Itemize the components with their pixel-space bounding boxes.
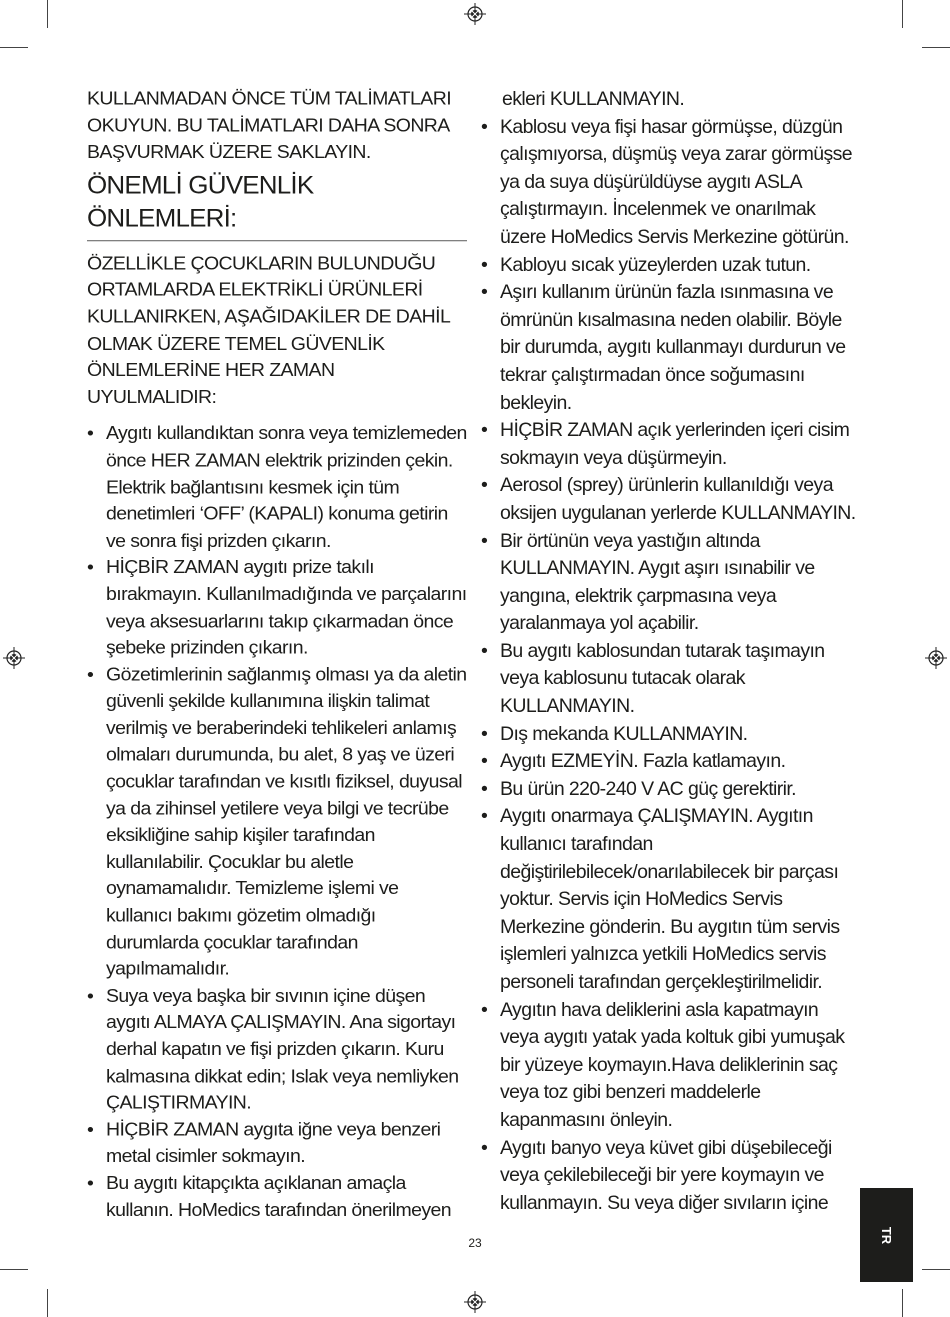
bullet-icon: • [481,529,488,552]
list-item-text: Aygıtı onarmaya ÇALIŞMAYIN. Aygıtın kullanıcı tarafından değiştirilebilecek/onarılabilecek bir parçası yoktur. Servis için HoMedics Servis Merkezine gönderin. Bu aygıtın tüm servis işlemleri yalnızca yetkili HoMedics servis personeli tarafından gerçekleştirilmelidir. [500,805,840,993]
bullet-icon: • [87,663,94,686]
list-item-text: Gözetimlerinin sağlanmış olması ya da aletin güvenli şekilde kullanımına ilişkin talimat verilmiş ve beraberindeki tehlikeleri anlamış olmaları durumunda, bu alet, 8 yaş ve üzeri çocuklar tarafından ve kısıtlı fiziksel, duyusal ya da zihinsel yetilere veya bilgi ve tecrübe eksikliğine sahip kişiler tarafından kullanılabilir. Çocuklar bu aletle oynamamalıdır. Temizleme işlemi ve kullanıcı bakımı gözetim olmadığı durumlarda çocuklar tarafından yapılmamalıdır. [106,663,467,980]
crop-mark-icon [922,47,950,48]
bullet-icon: • [481,281,488,304]
bullet-icon: • [481,115,488,138]
registration-mark-icon [464,3,486,25]
bullet-icon: • [87,1172,94,1194]
safety-list-right [481,114,861,1218]
list-item-text: Kabloyu sıcak yüzeylerden uzak tutun. [500,253,811,276]
bullet-icon: • [87,422,94,445]
list-item-text: Bu ürün 220-240 V AC güç gerektirir. [500,777,796,800]
list-item [87,662,467,983]
crop-mark-icon [0,47,28,48]
list-item [87,983,467,1117]
list-item [481,472,861,527]
bullet-icon: • [481,805,488,828]
bullet-icon: • [481,419,488,442]
list-item [481,1135,861,1218]
bullet-icon: • [87,1119,94,1141]
list-item [481,803,861,996]
list-item-text: HİÇBİR ZAMAN açık yerlerinden içeri cisim sokmayın veya düşürmeyin. [500,419,850,469]
list-item [87,555,467,662]
language-tab-label: TR [879,1226,894,1244]
list-item [87,421,467,555]
crop-mark-icon [902,1289,903,1317]
page-title: ÖNEMLİ GÜVENLİK ÖNLEMLERİ: [87,168,467,241]
list-item [481,997,861,1135]
list-item [481,114,861,252]
list-item [481,776,861,804]
continuation-text: ekleri KULLANMAYIN. [502,88,685,110]
crop-mark-icon [902,0,903,28]
list-item [481,528,861,638]
crop-mark-icon [922,1269,950,1270]
list-item-text: Dış mekanda KULLANMAYIN. [500,722,748,745]
crop-mark-icon [47,1289,48,1317]
safety-intro-text: ÖZELLİKLE ÇOCUKLARIN BULUNDUĞU ORTAMLARDA ELEKTRİKLİ ÜRÜNLERİ KULLANIRKEN, AŞAĞIDAKİLER DE DAHİL OLMAK ÜZERE TEMEL GÜVENLİK ÖNLEMLERİNE HER ZAMAN UYULMALIDIR: [87,252,450,408]
list-item [87,1117,467,1171]
list-item-text: Aygıtı banyo veya küvet gibi düşebileceği veya çekilebileceği bir yere koymayın ve kullanmayın. Su veya diğer sıvıların içine [500,1136,832,1214]
registration-mark-icon [464,1291,486,1313]
intro-text: KULLANMADAN ÖNCE TÜM TALİMATLARI OKUYUN. BU TALİMATLARI DAHA SONRA BAŞVURMAK ÜZERE SAKLAYIN. [87,87,452,163]
list-item-text: Suya veya başka bir sıvının içine düşen aygıtı ALMAYA ÇALIŞMAYIN. Ana sigortayı derhal kapatın ve fişi prizden çıkarın. Kuru kalmasına dikkat edin; Islak veya nemliyken ÇALIŞTIRMAYIN. [106,985,459,1114]
bullet-icon: • [481,639,488,662]
registration-mark-icon [925,647,947,669]
list-item-text: Aygıtı kullandıktan sonra veya temizlemeden önce HER ZAMAN elektrik prizinden çekin. Elektrik bağlantısını kesmek için tüm denetimleri ‘OFF’ (KAPALI) konuma getirin ve sonra fişi prizden çıkarın. [106,422,467,552]
bullet-icon: • [481,253,488,276]
crop-mark-icon [47,0,48,28]
safety-list-left [87,421,467,1224]
registration-mark-icon [3,647,25,669]
left-column [87,86,467,1224]
bullet-icon: • [481,722,488,745]
list-item-text: Bir örtünün veya yastığın altında KULLANMAYIN. Aygıt aşırı ısınabilir ve yangına, elektrik çarpmasına veya yaralanmaya yol açabilir. [500,529,815,635]
list-item-text: Bu aygıtı kablosundan tutarak taşımayın veya kablosunu tutacak olarak KULLANMAYIN. [500,639,825,718]
right-column [481,86,861,1217]
list-item [481,721,861,749]
bullet-icon: • [87,985,94,1007]
bullet-icon: • [481,750,488,773]
list-item [481,638,861,721]
bullet-icon: • [87,556,94,579]
list-item-text: Bu aygıtı kitapçıkta açıklanan amaçla kullanın. HoMedics tarafından önerilmeyen [106,1172,452,1221]
list-item-text: Aşırı kullanım ürünün fazla ısınmasına ve ömrünün kısalmasına neden olabilir. Böyle bir durumda, aygıtı kullanmayı durdurun ve tekrar çalıştırmadan önce soğumasını bekleyin. [500,281,846,414]
list-item [481,279,861,417]
list-item [481,748,861,776]
bullet-icon: • [481,474,488,497]
list-item-text: Kablosu veya fişi hasar görmüşse, düzgün çalışmıyorsa, düşmüş veya zarar görmüşse ya da suya düşürüldüyse aygıtı ASLA çalıştırmayın. İncelenmek ve onarılmak üzere HoMedics Servis Merkezine götürün. [500,115,853,248]
list-item-text: HİÇBİR ZAMAN aygıta iğne veya benzeri metal cisimler sokmayın. [106,1119,441,1168]
list-item-text: Aerosol (sprey) ürünlerin kullanıldığı veya oksijen uygulanan yerlerde KULLANMAYIN. [500,474,856,524]
list-item [87,1171,467,1225]
list-item-text: Aygıtı EZMEYİN. Fazla katlamayın. [500,750,786,773]
list-item-text: Aygıtın hava deliklerini asla kapatmayın veya aygıtı yatak yada koltuk gibi yumuşak bir yüzeye koymayın.Hava deliklerinin saç veya toz gibi benzeri maddelerle kapanmasını önleyin. [500,998,845,1131]
list-item [481,417,861,472]
page-number: 23 [468,1236,482,1250]
list-item [481,252,861,280]
bullet-icon: • [481,1136,488,1159]
crop-mark-icon [0,1269,28,1270]
bullet-icon: • [481,998,488,1021]
bullet-icon: • [481,777,488,800]
list-item-text: HİÇBİR ZAMAN aygıtı prize takılı bırakmayın. Kullanılmadığında ve parçalarını veya aksesuarlarını takıp çıkarmadan önce şebeke prizinden çıkarın. [106,556,467,659]
language-tab [860,1188,913,1282]
